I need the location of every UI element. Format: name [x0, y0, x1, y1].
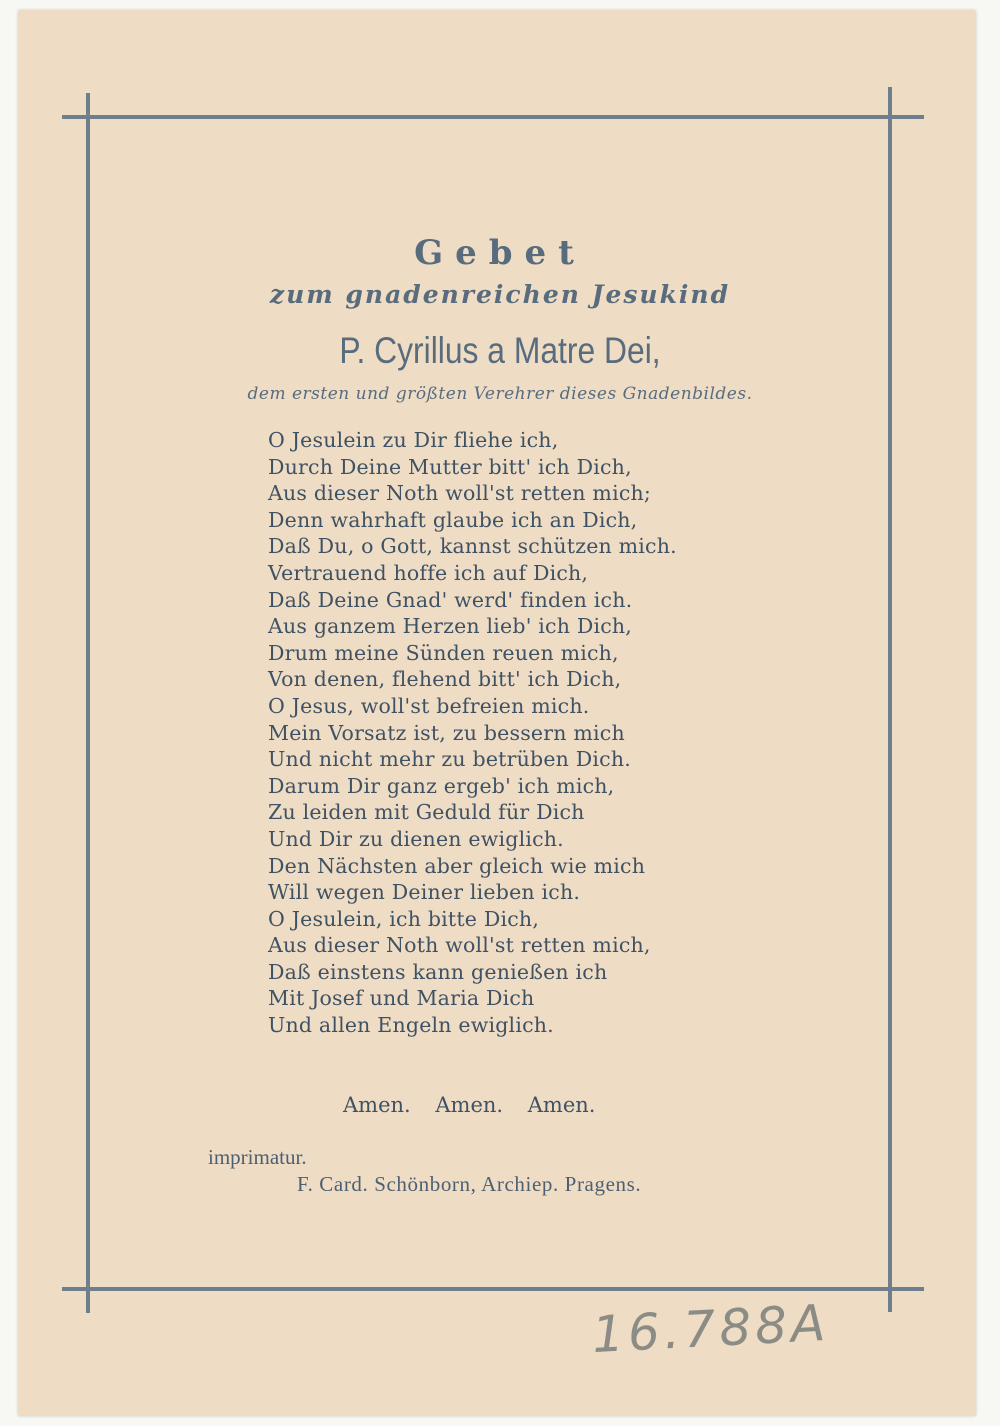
poem-line: Daß Deine Gnad' werd' finden ich.	[268, 587, 633, 612]
poem-line: O Jesus, woll'st befreien mich.	[268, 693, 590, 718]
poem-line: Von denen, flehend bitt' ich Dich,	[268, 667, 622, 692]
poem-line: Daß Du, o Gott, kannst schützen mich.	[268, 534, 677, 559]
poem-line: Und nicht mehr zu betrüben Dich.	[268, 747, 631, 772]
frame-left-rule	[86, 93, 90, 1313]
poem-line: Durch Deine Mutter bitt' ich Dich,	[268, 454, 632, 479]
poem-line: Und Dir zu dienen ewiglich.	[268, 826, 564, 851]
poem-line: Vertrauend hoffe ich auf Dich,	[268, 560, 589, 585]
poem-line: O Jesulein, ich bitte Dich,	[268, 906, 540, 931]
card-subtitle: zum gnadenreichen Jesukind	[269, 280, 731, 309]
archbishop-signature: F. Card. Schönborn, Archiep. Pragens.	[297, 1172, 642, 1196]
handwritten-inventory-number: 16.788A	[590, 1293, 831, 1365]
frame-bottom-rule	[62, 1287, 924, 1291]
poem-line: Zu leiden mit Geduld für Dich	[268, 800, 585, 825]
frame-top-rule	[62, 115, 924, 119]
poem-line: O Jesulein zu Dir fliehe ich,	[268, 428, 559, 452]
poem-line: Will wegen Deiner lieben ich.	[268, 880, 581, 905]
poem-line: Aus ganzem Herzen lieb' ich Dich,	[268, 614, 633, 639]
poem-line: Mein Vorsatz ist, zu bessern mich	[268, 720, 625, 745]
poem-line: Und allen Engeln ewiglich.	[268, 1013, 554, 1038]
poem-line: Darum Dir ganz ergeb' ich mich,	[268, 773, 615, 798]
poem-line: Denn wahrhaft glaube ich an Dich,	[268, 507, 638, 532]
poem-line: Drum meine Sünden reuen mich,	[268, 640, 619, 665]
poem-line: Mit Josef und Maria Dich	[268, 986, 535, 1011]
dedication-line: dem ersten und größten Verehrer dieses Gnadenbildes.	[247, 384, 753, 404]
prayer-poem	[268, 427, 677, 1039]
imprimatur-label: imprimatur.	[208, 1145, 307, 1169]
card-title: Gebet	[414, 233, 586, 273]
poem-line: Den Nächsten aber gleich wie mich	[268, 853, 646, 878]
poem-line: Daß einstens kann genießen ich	[268, 959, 608, 984]
amen-line: Amen. Amen. Amen.	[343, 1093, 596, 1117]
author-name: P. Cyrillus a Matre Dei,	[339, 330, 661, 371]
poem-line: Aus dieser Noth woll'st retten mich;	[268, 481, 652, 506]
poem-line: Aus dieser Noth woll'st retten mich,	[268, 933, 651, 958]
